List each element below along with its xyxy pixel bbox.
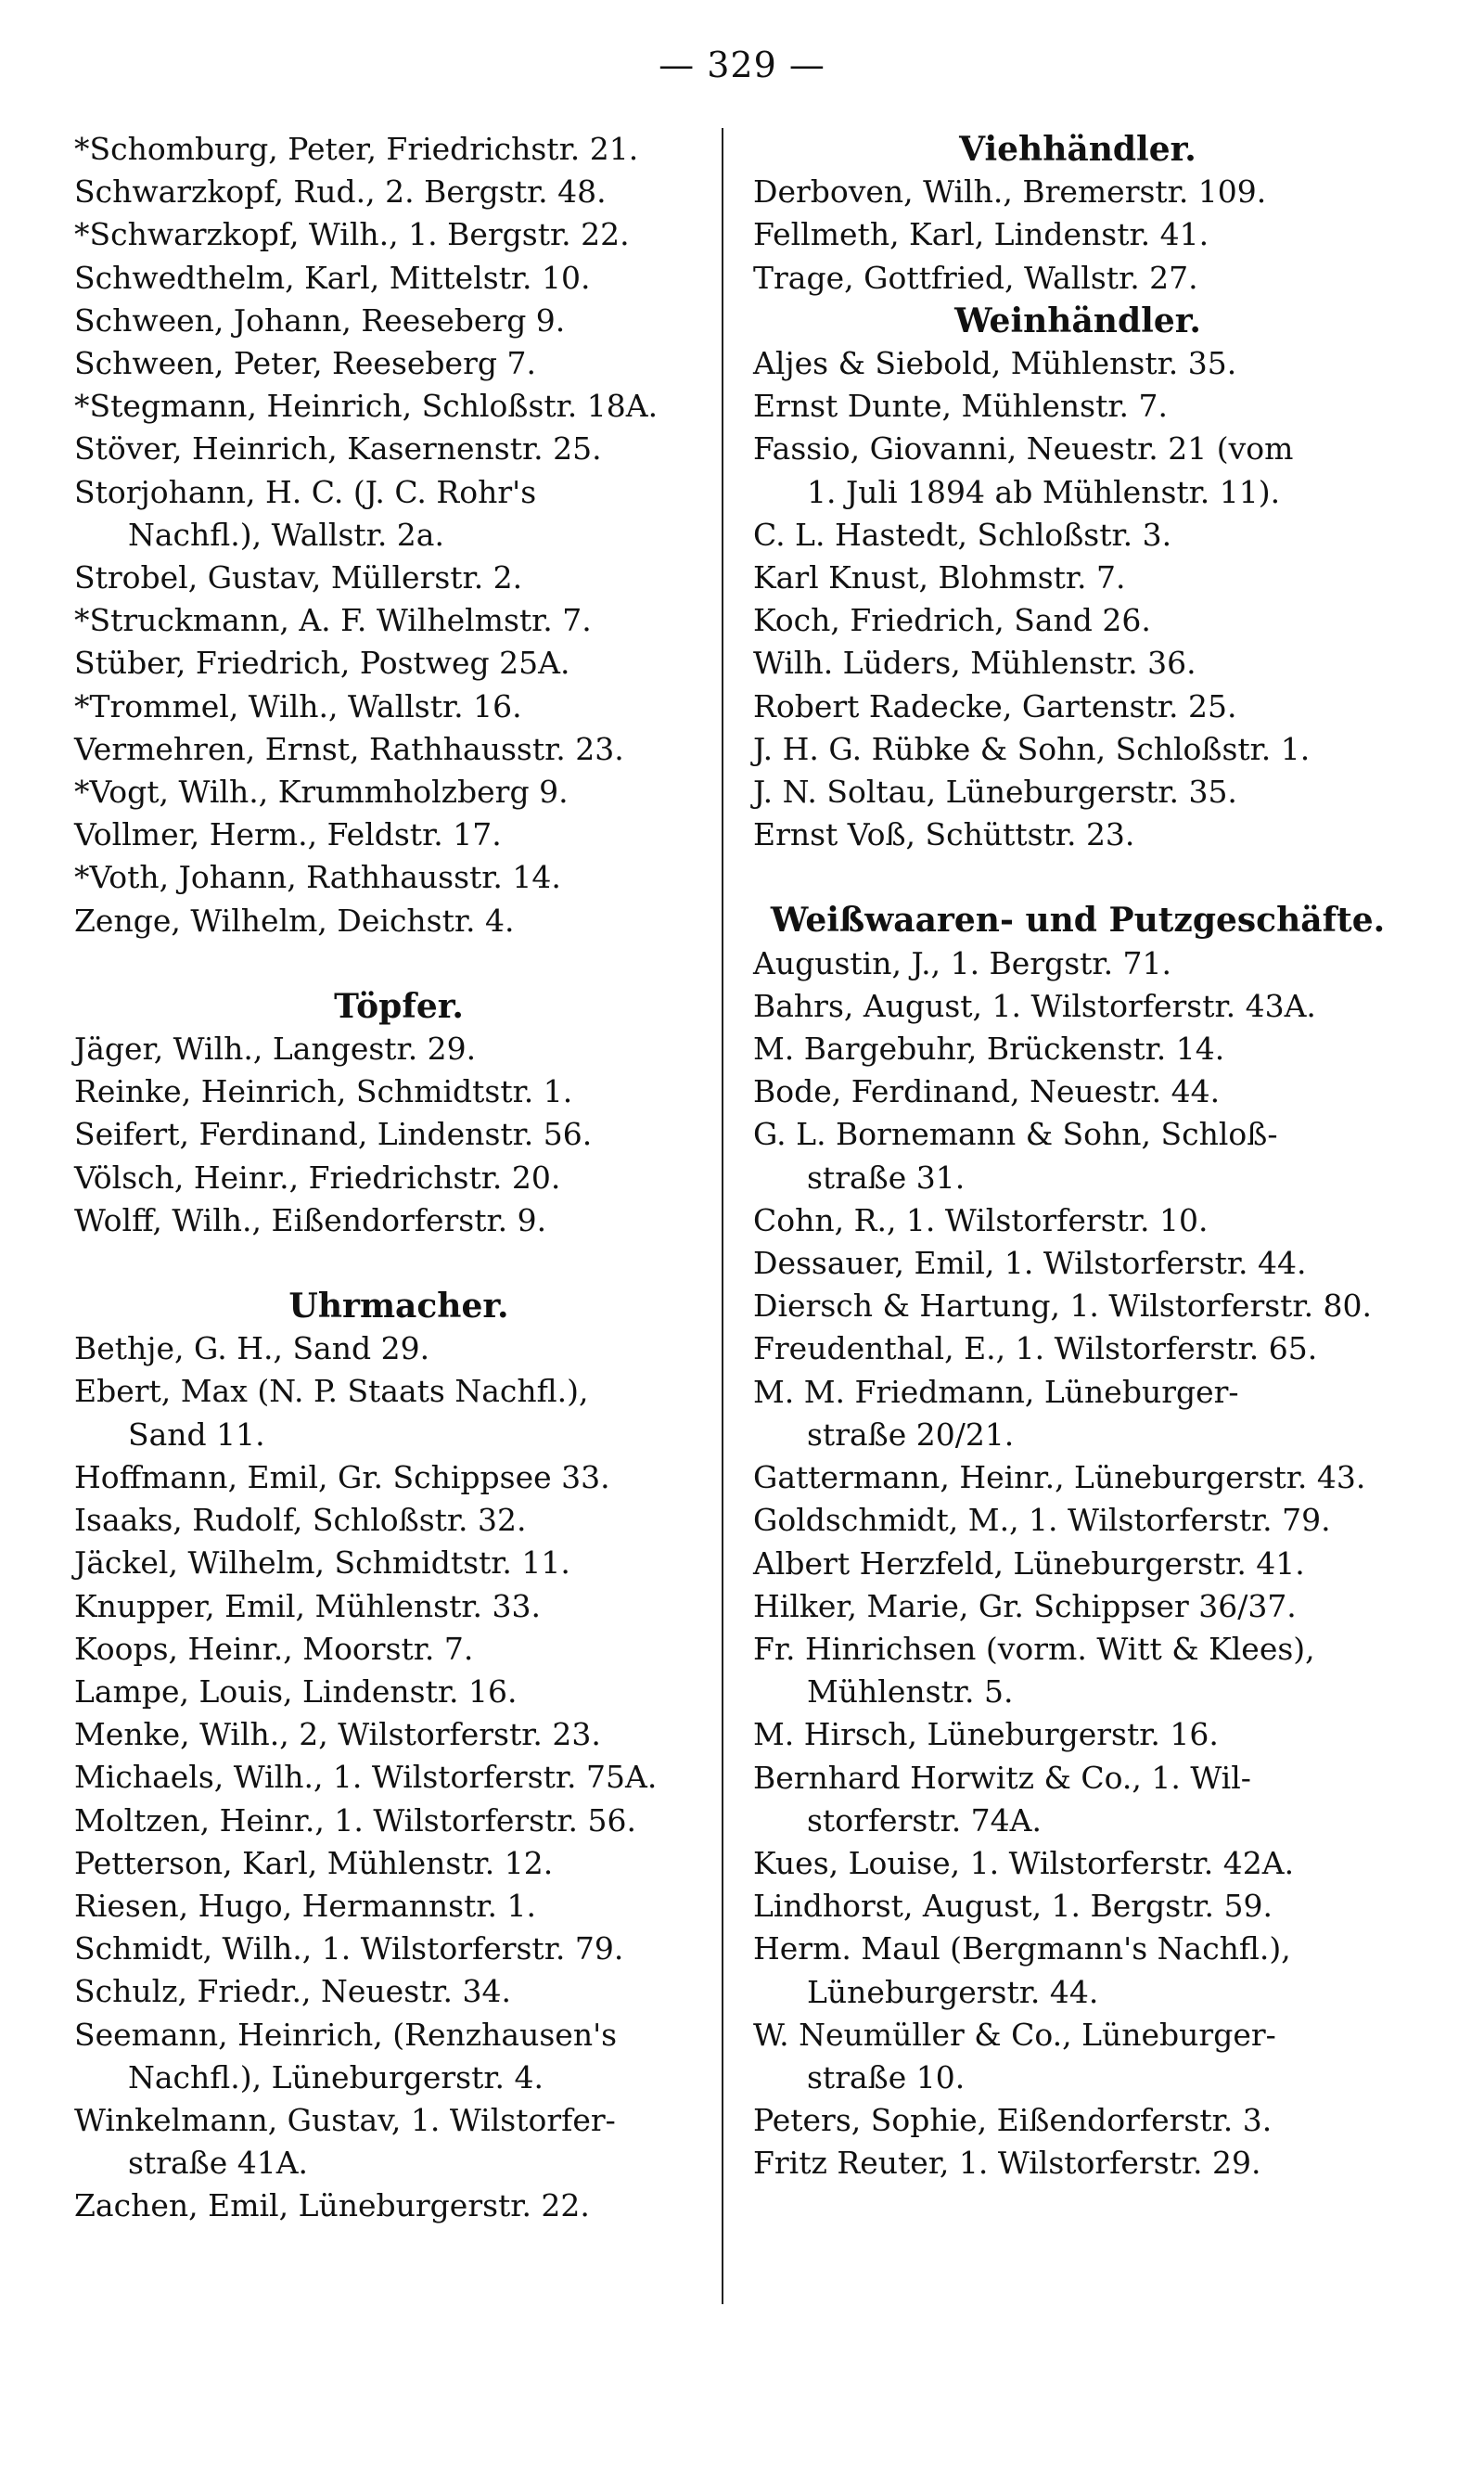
directory-entry bbox=[74, 1800, 723, 1842]
directory-entry bbox=[753, 1628, 1402, 1713]
entry-line: Herm. Maul (Bergmann's Nachfl.), bbox=[753, 1930, 1291, 1967]
entry-line: Lüneburgerstr. 44. bbox=[807, 1973, 1099, 2010]
entry-line: Freudenthal, E., 1. Wilstorferstr. 65. bbox=[753, 1330, 1318, 1367]
section-heading: Viehhändler. bbox=[959, 130, 1196, 169]
entry-line: Nachfl.), Wallstr. 2a. bbox=[128, 516, 444, 553]
entry-line: Sand 11. bbox=[128, 1416, 265, 1453]
directory-entry bbox=[74, 257, 723, 300]
directory-entry bbox=[753, 1327, 1402, 1370]
section-heading: Töpfer. bbox=[334, 986, 464, 1026]
entry-line: Riesen, Hugo, Hermannstr. 1. bbox=[74, 1887, 536, 1924]
directory-entry bbox=[74, 2099, 723, 2185]
right-column bbox=[753, 128, 1402, 2185]
entry-line: Wolff, Wilh., Eißendorferstr. 9. bbox=[74, 1201, 547, 1238]
entry-line: Hilker, Marie, Gr. Schippser 36/37. bbox=[753, 1587, 1297, 1624]
directory-entry bbox=[753, 171, 1402, 213]
directory-entry bbox=[753, 1928, 1402, 2013]
directory-entry bbox=[753, 342, 1402, 385]
entry-line: G. L. Bornemann & Sohn, Schloß- bbox=[753, 1116, 1278, 1153]
entry-line: Hoffmann, Emil, Gr. Schippsee 33. bbox=[74, 1458, 610, 1495]
directory-entry bbox=[74, 1756, 723, 1799]
directory-entry bbox=[74, 900, 723, 942]
entry-line: Ernst Dunte, Mühlenstr. 7. bbox=[753, 388, 1168, 425]
entry-line: Ebert, Max (N. P. Staats Nachfl.), bbox=[74, 1373, 589, 1410]
entry-line: Robert Radecke, Gartenstr. 25. bbox=[753, 687, 1237, 724]
directory-entry bbox=[74, 428, 723, 470]
entry-line: Michaels, Wilh., 1. Wilstorferstr. 75A. bbox=[74, 1759, 658, 1796]
directory-entry bbox=[74, 642, 723, 685]
entry-line: straße 20/21. bbox=[807, 1416, 1015, 1453]
directory-entry bbox=[753, 985, 1402, 1028]
directory-entry bbox=[753, 1070, 1402, 1113]
entry-line: Koch, Friedrich, Sand 26. bbox=[753, 602, 1151, 639]
directory-entry bbox=[74, 1928, 723, 1970]
directory-entry bbox=[753, 1242, 1402, 1285]
entry-line: Ernst Voß, Schüttstr. 23. bbox=[753, 816, 1135, 853]
directory-entry bbox=[74, 1113, 723, 1156]
directory-entry bbox=[753, 428, 1402, 513]
directory-entry bbox=[74, 728, 723, 771]
directory-entry bbox=[753, 1842, 1402, 1885]
directory-entry bbox=[74, 1157, 723, 1199]
directory-entry bbox=[753, 1757, 1402, 1842]
directory-entry bbox=[74, 2014, 723, 2099]
directory-entry bbox=[753, 942, 1402, 985]
directory-entry bbox=[753, 642, 1402, 685]
directory-entry bbox=[74, 1028, 723, 1070]
directory-entry bbox=[74, 1885, 723, 1928]
directory-entry bbox=[753, 557, 1402, 599]
directory-entry bbox=[753, 1199, 1402, 1242]
directory-entry bbox=[74, 1713, 723, 1756]
entry-line: Bernhard Horwitz & Co., 1. Wil- bbox=[753, 1759, 1251, 1796]
entry-line: straße 31. bbox=[807, 1159, 966, 1196]
directory-entry bbox=[74, 471, 723, 557]
directory-entry bbox=[74, 1499, 723, 1542]
directory-entry bbox=[753, 1371, 1402, 1456]
entry-line: Jäckel, Wilhelm, Schmidtstr. 11. bbox=[74, 1544, 570, 1582]
directory-entry bbox=[753, 1285, 1402, 1327]
entry-line: Storjohann, H. C. (J. C. Rohr's bbox=[74, 473, 537, 510]
entry-line: Goldschmidt, M., 1. Wilstorferstr. 79. bbox=[753, 1502, 1331, 1539]
entry-line: Reinke, Heinrich, Schmidtstr. 1. bbox=[74, 1073, 573, 1110]
section-heading: Weißwaaren- und Putzgeschäfte. bbox=[770, 901, 1386, 941]
entry-line: Knupper, Emil, Mühlenstr. 33. bbox=[74, 1587, 541, 1624]
entry-line: Isaaks, Rudolf, Schloßstr. 32. bbox=[74, 1502, 527, 1539]
entry-line: Aljes & Siebold, Mühlenstr. 35. bbox=[753, 345, 1237, 382]
entry-line: Moltzen, Heinr., 1. Wilstorferstr. 56. bbox=[74, 1801, 636, 1839]
directory-entry bbox=[753, 514, 1402, 557]
page-number: — 329 — bbox=[659, 45, 825, 85]
directory-entry bbox=[74, 213, 723, 256]
directory-entry bbox=[74, 856, 723, 899]
section-gap bbox=[74, 942, 723, 985]
directory-entry bbox=[74, 128, 723, 171]
entry-line: Dessauer, Emil, 1. Wilstorferstr. 44. bbox=[753, 1245, 1307, 1282]
directory-entry bbox=[74, 1327, 723, 1370]
directory-entry bbox=[753, 1713, 1402, 1756]
entry-line: Bethje, G. H., Sand 29. bbox=[74, 1330, 430, 1367]
directory-entry bbox=[753, 686, 1402, 728]
entry-line: *Vogt, Wilh., Krummholzberg 9. bbox=[74, 774, 569, 811]
entry-line: Fritz Reuter, 1. Wilstorferstr. 29. bbox=[753, 2145, 1261, 2182]
entry-line: Stüber, Friedrich, Postweg 25A. bbox=[74, 645, 570, 682]
left-column bbox=[74, 128, 723, 2228]
directory-entry bbox=[753, 1585, 1402, 1628]
directory-entry bbox=[74, 1671, 723, 1713]
entry-line: Fassio, Giovanni, Neuestr. 21 (vom bbox=[753, 430, 1294, 468]
directory-entry bbox=[753, 599, 1402, 642]
directory-entry bbox=[753, 1885, 1402, 1928]
entry-line: straße 10. bbox=[807, 2058, 966, 2095]
entry-line: Fellmeth, Karl, Lindenstr. 41. bbox=[753, 216, 1209, 253]
section-gap bbox=[753, 856, 1402, 899]
directory-entry bbox=[74, 686, 723, 728]
entry-line: Vermehren, Ernst, Rathhausstr. 23. bbox=[74, 730, 624, 767]
entry-line: Winkelmann, Gustav, 1. Wilstorfer- bbox=[74, 2101, 616, 2138]
entry-line: Augustin, J., 1. Bergstr. 71. bbox=[753, 944, 1172, 981]
directory-entry bbox=[753, 1499, 1402, 1542]
entry-line: W. Neumüller & Co., Lüneburger- bbox=[753, 2016, 1276, 2053]
directory-entry bbox=[74, 300, 723, 342]
directory-entry bbox=[74, 342, 723, 385]
directory-entry bbox=[753, 2014, 1402, 2099]
entry-line: Zachen, Emil, Lüneburgerstr. 22. bbox=[74, 2187, 590, 2224]
directory-entry bbox=[753, 1456, 1402, 1499]
entry-line: Lindhorst, August, 1. Bergstr. 59. bbox=[753, 1888, 1273, 1925]
directory-entry bbox=[753, 257, 1402, 300]
entry-line: Nachfl.), Lüneburgerstr. 4. bbox=[128, 2058, 544, 2095]
entry-line: Schwedthelm, Karl, Mittelstr. 10. bbox=[74, 259, 591, 296]
entry-line: Bode, Ferdinand, Neuestr. 44. bbox=[753, 1073, 1221, 1110]
directory-entry bbox=[74, 557, 723, 599]
entry-line: *Schomburg, Peter, Friedrichstr. 21. bbox=[74, 131, 639, 167]
directory-entry bbox=[753, 1113, 1402, 1198]
directory-entry bbox=[753, 213, 1402, 256]
directory-entry bbox=[74, 1070, 723, 1113]
entry-line: M. M. Friedmann, Lüneburger- bbox=[753, 1373, 1239, 1410]
entry-line: *Trommel, Wilh., Wallstr. 16. bbox=[74, 687, 522, 724]
directory-entry bbox=[753, 1028, 1402, 1070]
section-heading: Weinhändler. bbox=[954, 301, 1201, 340]
directory-entry bbox=[753, 2099, 1402, 2142]
entry-line: Jäger, Wilh., Langestr. 29. bbox=[74, 1031, 477, 1068]
entry-line: *Stegmann, Heinrich, Schloßstr. 18A. bbox=[74, 388, 659, 425]
entry-line: Seifert, Ferdinand, Lindenstr. 56. bbox=[74, 1116, 593, 1153]
section-heading: Uhrmacher. bbox=[288, 1287, 509, 1326]
entry-line: Diersch & Hartung, 1. Wilstorferstr. 80. bbox=[753, 1288, 1373, 1325]
entry-line: Strobel, Gustav, Müllerstr. 2. bbox=[74, 559, 523, 596]
entry-line: Schween, Peter, Reeseberg 7. bbox=[74, 345, 536, 382]
entry-line: Wilh. Lüders, Mühlenstr. 36. bbox=[753, 645, 1196, 682]
entry-line: Karl Knust, Blohmstr. 7. bbox=[753, 559, 1126, 596]
directory-entry bbox=[74, 1199, 723, 1242]
entry-line: Seemann, Heinrich, (Renzhausen's bbox=[74, 2016, 618, 2053]
entry-line: Lampe, Louis, Lindenstr. 16. bbox=[74, 1672, 518, 1710]
directory-entry bbox=[74, 1456, 723, 1499]
directory-entry bbox=[74, 599, 723, 642]
entry-line: Kues, Louise, 1. Wilstorferstr. 42A. bbox=[753, 1844, 1295, 1881]
directory-entry bbox=[74, 2185, 723, 2227]
directory-entry bbox=[753, 2142, 1402, 2185]
directory-entry bbox=[74, 1842, 723, 1885]
entry-line: Trage, Gottfried, Wallstr. 27. bbox=[753, 259, 1198, 296]
entry-line: Mühlenstr. 5. bbox=[807, 1673, 1014, 1711]
entry-line: Cohn, R., 1. Wilstorferstr. 10. bbox=[753, 1201, 1209, 1238]
entry-line: straße 41A. bbox=[128, 2145, 309, 2182]
entry-line: Bahrs, August, 1. Wilstorferstr. 43A. bbox=[753, 987, 1316, 1024]
entry-line: Derboven, Wilh., Bremerstr. 109. bbox=[753, 173, 1267, 211]
directory-entry bbox=[753, 771, 1402, 814]
entry-line: *Struckmann, A. F. Wilhelmstr. 7. bbox=[74, 602, 592, 639]
entry-line: Schmidt, Wilh., 1. Wilstorferstr. 79. bbox=[74, 1930, 624, 1967]
directory-entry bbox=[74, 1628, 723, 1671]
directory-entry bbox=[753, 385, 1402, 428]
entry-line: C. L. Hastedt, Schloßstr. 3. bbox=[753, 516, 1172, 553]
directory-entry bbox=[74, 1970, 723, 2013]
entry-line: Völsch, Heinr., Friedrichstr. 20. bbox=[74, 1159, 561, 1196]
directory-entry bbox=[753, 1543, 1402, 1585]
entry-line: Albert Herzfeld, Lüneburgerstr. 41. bbox=[753, 1544, 1305, 1582]
entry-line: M. Bargebuhr, Brückenstr. 14. bbox=[753, 1031, 1225, 1068]
directory-entry bbox=[753, 728, 1402, 771]
entry-line: *Voth, Johann, Rathhausstr. 14. bbox=[74, 859, 561, 896]
entry-line: Zenge, Wilhelm, Deichstr. 4. bbox=[74, 902, 515, 939]
directory-entry bbox=[74, 1370, 723, 1455]
directory-entry bbox=[74, 171, 723, 213]
entry-line: storferstr. 74A. bbox=[807, 1801, 1042, 1839]
entry-line: Schulz, Friedr., Neuestr. 34. bbox=[74, 1973, 512, 2010]
entry-line: 1. Juli 1894 ab Mühlenstr. 11). bbox=[807, 473, 1281, 510]
directory-entry bbox=[74, 1585, 723, 1628]
entry-line: M. Hirsch, Lüneburgerstr. 16. bbox=[753, 1716, 1219, 1753]
entry-line: Stöver, Heinrich, Kasernenstr. 25. bbox=[74, 430, 602, 468]
entry-line: Menke, Wilh., 2, Wilstorferstr. 23. bbox=[74, 1716, 601, 1753]
entry-line: Koops, Heinr., Moorstr. 7. bbox=[74, 1630, 474, 1667]
directory-entry bbox=[753, 814, 1402, 856]
entry-line: Schwarzkopf, Rud., 2. Bergstr. 48. bbox=[74, 173, 607, 211]
directory-entry bbox=[74, 385, 723, 428]
entry-line: *Schwarzkopf, Wilh., 1. Bergstr. 22. bbox=[74, 216, 630, 253]
entry-line: Schween, Johann, Reeseberg 9. bbox=[74, 301, 566, 339]
entry-line: Peters, Sophie, Eißendorferstr. 3. bbox=[753, 2102, 1273, 2139]
entry-line: Petterson, Karl, Mühlenstr. 12. bbox=[74, 1844, 554, 1881]
entry-line: Vollmer, Herm., Feldstr. 17. bbox=[74, 816, 502, 853]
entry-line: J. N. Soltau, Lüneburgerstr. 35. bbox=[753, 774, 1237, 811]
entry-line: Fr. Hinrichsen (vorm. Witt & Klees), bbox=[753, 1630, 1315, 1667]
entry-line: J. H. G. Rübke & Sohn, Schloßstr. 1. bbox=[753, 730, 1311, 767]
directory-entry bbox=[74, 814, 723, 856]
directory-entry bbox=[74, 1542, 723, 1584]
entry-line: Gattermann, Heinr., Lüneburgerstr. 43. bbox=[753, 1459, 1366, 1496]
section-gap bbox=[74, 1242, 723, 1285]
directory-entry bbox=[74, 771, 723, 814]
